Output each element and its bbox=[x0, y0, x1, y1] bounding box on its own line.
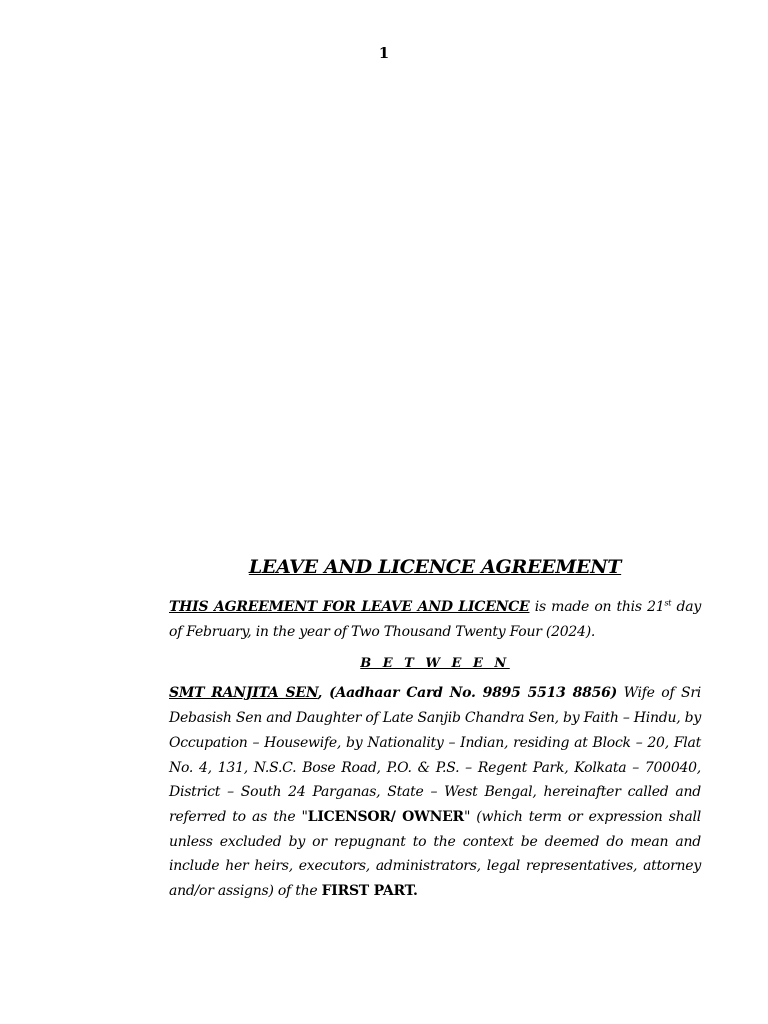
party-part: FIRST PART. bbox=[321, 883, 418, 900]
party-name-sep: , bbox=[317, 685, 330, 702]
first-party-text-1: Wife of Sri Debasish Sen and Daughter of Late Sanjib Chandra Sen, by Faith – Hindu, by Occupation – Housewife, by Nationality – Indian, residing at Block – 20, Flat No. 4, 131, N.S.C. Bose Road, P.O. & P.S. – Regent Park, Kolkata – 700040, District – South 24 Parganas, State – West Bengal, hereinafter called and referred to as the " bbox=[169, 685, 702, 825]
intro-text-1: is made on this 21 bbox=[529, 599, 665, 615]
document-body bbox=[169, 556, 701, 904]
intro-lead: THIS AGREEMENT FOR LEAVE AND LICENCE bbox=[169, 599, 530, 615]
party-name: SMT RANJITA SEN bbox=[169, 685, 318, 702]
intro-paragraph bbox=[169, 595, 701, 644]
intro-ordinal: st bbox=[664, 598, 672, 608]
agreement-title: LEAVE AND LICENCE AGREEMENT bbox=[248, 556, 622, 578]
intro-text-2: day of February, in the year of Two Thousand Twenty Four (2024). bbox=[169, 599, 702, 640]
first-party-text-2: " (which term or expression shall unless excluded by or repugnant to the context be deemed do mean and include her heirs, executors, administrators, legal representatives, attorney and/or assigns) of the bbox=[169, 808, 701, 900]
party-role: LICENSOR/ OWNER bbox=[307, 808, 464, 825]
between-heading: B E T W E E N bbox=[360, 656, 510, 672]
aadhaar-number: (Aadhaar Card No. 9895 5513 8856) bbox=[329, 685, 617, 702]
page-number: 1 bbox=[378, 44, 390, 62]
first-party-paragraph bbox=[169, 681, 701, 903]
